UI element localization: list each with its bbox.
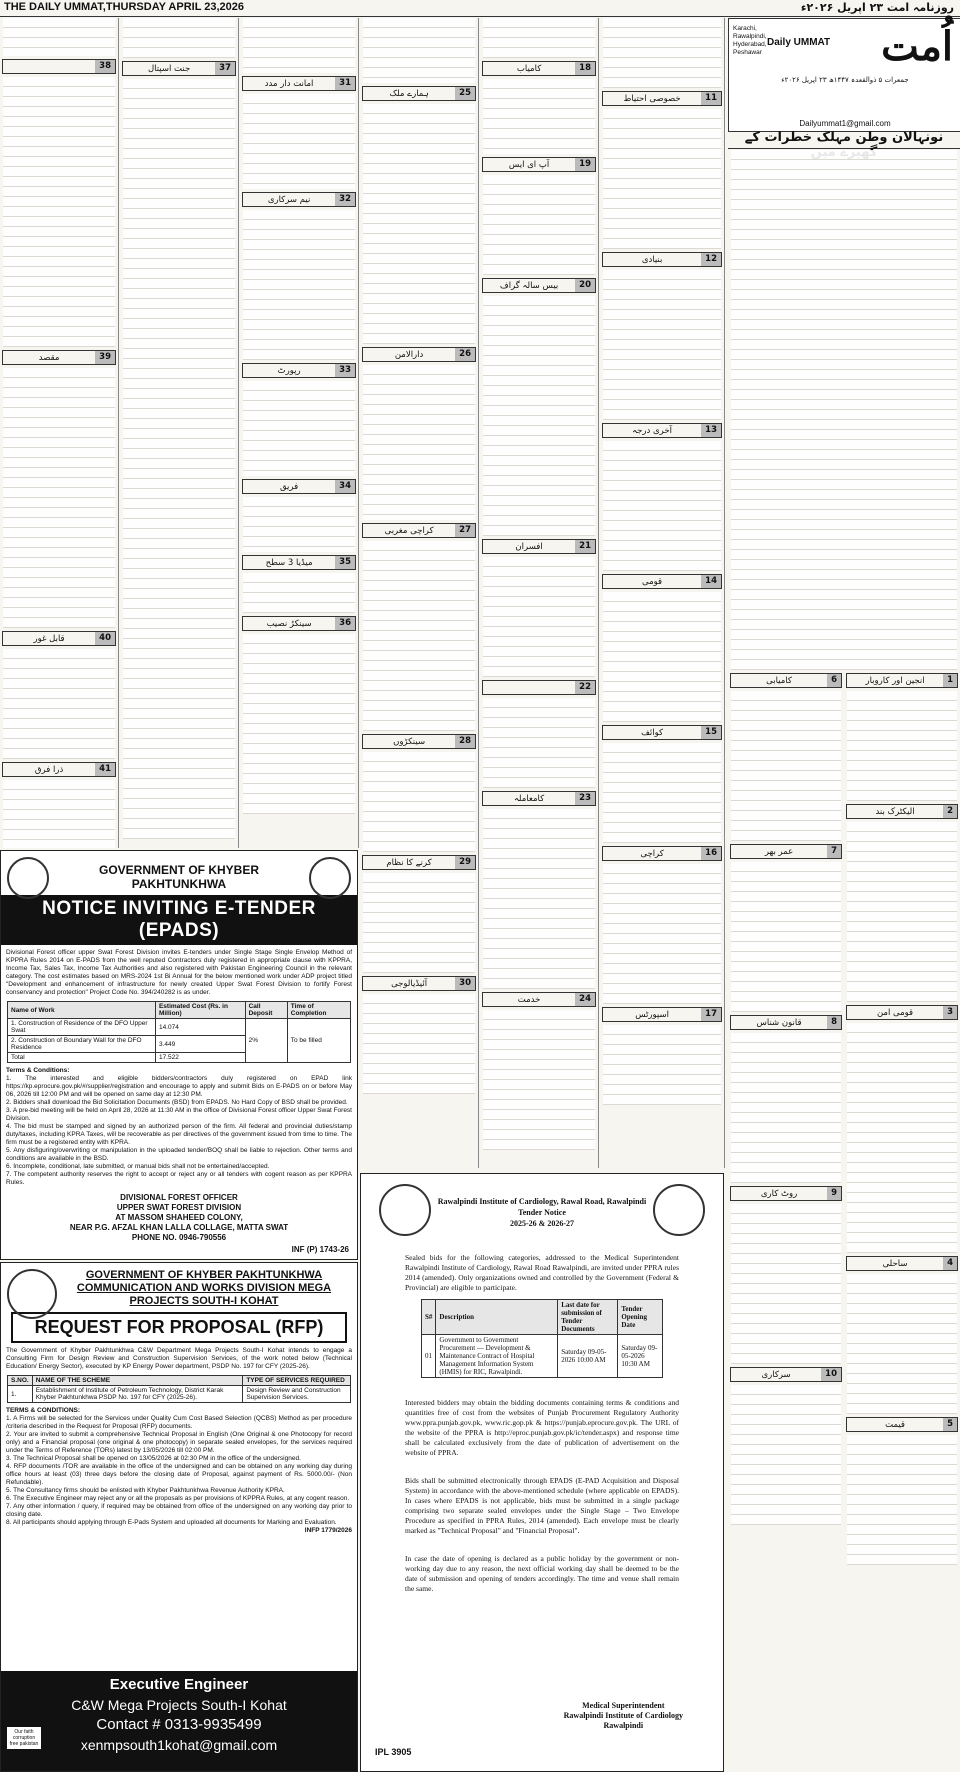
text-field: 1. bbox=[8, 1386, 33, 1403]
text-field: مقصد bbox=[38, 352, 60, 363]
column-text bbox=[360, 18, 478, 83]
ad-ric-tender bbox=[360, 1173, 724, 1772]
column-text bbox=[480, 698, 598, 788]
text-field: To be filled bbox=[287, 1019, 350, 1063]
ad-forest-etender bbox=[0, 850, 358, 1260]
column-text bbox=[0, 18, 118, 56]
column-text bbox=[480, 809, 598, 989]
section-heading bbox=[362, 347, 476, 362]
column-text bbox=[480, 1010, 598, 1150]
text-field: 20 bbox=[575, 279, 595, 292]
ummat-logo: اُمت bbox=[881, 23, 953, 70]
column-text bbox=[240, 381, 358, 476]
text-field: 6. Incomplete, conditional, late submitted, or manual bids shall not be entertained/accepted. bbox=[6, 1163, 270, 1170]
table-row bbox=[8, 1019, 351, 1036]
column-text bbox=[240, 634, 358, 814]
column-text bbox=[360, 104, 478, 344]
table-row bbox=[422, 1335, 663, 1378]
column-6 bbox=[600, 18, 725, 1168]
terms-title: Terms & Conditions: bbox=[6, 1067, 70, 1074]
ric-para-3: Bids shall be submitted electronically through EPADS (E-PAD Acquisition and Disposal System) in accordance with the above-mentioned schedule (where applicable on EPADS). In cases where EPADS is not applicable, bids must be submitted in a single package comprising two separate sealed envelopes under the Single Stage – Two Envelope Procedure as specified in PPRA Rules, 2014 (amended). Each envelope must be clearly marked as "Technical Proposal" and "Financial Proposal". bbox=[405, 1476, 679, 1535]
section-heading bbox=[362, 523, 476, 538]
column-2 bbox=[120, 18, 239, 848]
column-text bbox=[240, 573, 358, 613]
text-field: کوائف bbox=[641, 727, 664, 738]
dfo-signature-block bbox=[1, 1193, 357, 1243]
column-text bbox=[600, 743, 724, 843]
column-text bbox=[728, 1033, 844, 1183]
column-5 bbox=[480, 18, 599, 1168]
text-field: 12 bbox=[701, 253, 721, 266]
column-text bbox=[240, 210, 358, 360]
text-field: 3. A pre-bid meeting will be held on April 28, 2026 at 11:30 AM in the office of Divisional Forest officer Upper Swat Forest Division. bbox=[6, 1107, 352, 1122]
text-field: انجین اور کاروبار bbox=[865, 675, 925, 686]
section-heading bbox=[2, 350, 116, 365]
text-field: 21 bbox=[575, 540, 595, 553]
text-field: 2% bbox=[245, 1019, 287, 1063]
text-field: 40 bbox=[95, 632, 115, 645]
text-field: 7. Any other information / query, if required may be obtained from office of the undersigned on any working day prior to closing date. bbox=[6, 1503, 352, 1518]
text-field: کامیاب bbox=[516, 63, 542, 74]
text-field: 14 bbox=[701, 575, 721, 588]
text-field: دارالامن bbox=[394, 349, 424, 360]
tender-intro: Divisional Forest officer upper Swat Forest Division invites E-tenders under Single Stage Single Envelop Method of KPPRA Rules 2014 on E-PADS from the well reputed Contractors duly registered in appropriate clause with KPPRA, Income Tax, Sales Tax, Income Tax Authorities and also registered with Pakistan Engineering Council in the relevant category. The cost estimates based on MRS-2024 1st Bi Annual for the below mentioned work under ADP project titled "Development and enhancement of infrastructure for newly created Upper Swat Forest Division to fortify Forest conservancy and protection" Project Code No. 394/240282 is as under. bbox=[6, 949, 352, 996]
issue-info: جمعرات ۵ ذوالقعدہ ۱۴۴۷ھ ۲۳ اپریل ۲۰۲۶ء bbox=[781, 76, 909, 84]
text-field: 27 bbox=[455, 524, 475, 537]
text-field: کامیابی bbox=[766, 675, 792, 686]
text-field: Last date for submission of Tender Documents bbox=[558, 1300, 618, 1335]
text-field: 22 bbox=[575, 681, 595, 694]
section-heading bbox=[846, 1417, 958, 1432]
text-field: Rawalpindi Institute of Cardiology, Rawal Road, Rawalpindi bbox=[437, 1197, 647, 1206]
section-heading bbox=[602, 91, 722, 106]
text-field: قومی bbox=[642, 576, 663, 587]
forest-emblem-icon bbox=[309, 857, 351, 899]
scheme-table bbox=[7, 1375, 351, 1403]
text-field: 2. Your are invited to submit a comprehensive Technical Proposal in English (One Original & one Photocopy for record only) and a Financial proposal (one original & one photocopy) in separate sealed envelopes, for the services required under the Terms of Reference (TORs) latest by 13/05/2026 till 02:00 PM. bbox=[6, 1431, 352, 1454]
text-field: 38 bbox=[95, 60, 115, 73]
section-heading bbox=[242, 192, 356, 207]
text-field: 18 bbox=[575, 62, 595, 75]
english-dateline: THE DAILY UMMAT,THURSDAY APRIL 23,2026 bbox=[4, 1, 245, 13]
section-heading bbox=[482, 278, 596, 293]
text-field: Time of Completion bbox=[287, 1002, 350, 1019]
text-field: روٹ کاری bbox=[760, 1188, 798, 1199]
column-text bbox=[844, 691, 960, 801]
section-heading bbox=[730, 1015, 842, 1030]
terms-list bbox=[1, 1075, 357, 1187]
contact-email[interactable]: Dailyummat1@gmail.com bbox=[799, 119, 891, 128]
text-field: بنیادی bbox=[641, 254, 663, 265]
section-heading bbox=[602, 1007, 722, 1022]
text-field: سینکڑوں bbox=[393, 736, 426, 747]
text-field: الیکٹرک بند bbox=[875, 806, 915, 817]
text-field: 11 bbox=[701, 92, 721, 105]
text-field: 8 bbox=[827, 1016, 841, 1029]
text-field: 2025-26 & 2026-27 bbox=[510, 1219, 574, 1228]
text-field: Name of Work bbox=[8, 1002, 156, 1019]
text-field: 2 bbox=[943, 805, 957, 818]
text-field: قانون شناس bbox=[756, 1017, 802, 1028]
section-heading bbox=[242, 479, 356, 494]
column-4 bbox=[360, 18, 479, 1168]
english-name: Daily UMMAT bbox=[767, 37, 831, 48]
column-text bbox=[600, 270, 724, 420]
text-field: S# bbox=[422, 1300, 436, 1335]
text-field: 5 bbox=[943, 1418, 957, 1431]
section-heading bbox=[242, 76, 356, 91]
text-field: GOVERNMENT OF KHYBER PAKHTUNKHWA bbox=[85, 1269, 323, 1281]
section-heading bbox=[730, 673, 842, 688]
column-text bbox=[728, 691, 844, 841]
text-field: عمر بھر bbox=[764, 846, 794, 857]
column-text bbox=[600, 441, 724, 571]
text-field: Call Deposit bbox=[245, 1002, 287, 1019]
section-heading bbox=[122, 61, 236, 76]
section-heading bbox=[602, 846, 722, 861]
section-heading bbox=[362, 855, 476, 870]
text-field: S.NO. bbox=[8, 1376, 33, 1386]
section-heading bbox=[2, 59, 116, 74]
text-field: Tender Notice bbox=[518, 1208, 566, 1217]
text-field: 23 bbox=[575, 792, 595, 805]
lead-story-text bbox=[728, 150, 960, 670]
column-text bbox=[600, 864, 724, 1004]
text-field: 13 bbox=[701, 424, 721, 437]
text-field: Establishment of Institute of Petroleum Technology, District Karak Khyber Pakhtunkhwa PSDP No. 197 for CFY (2025-26). bbox=[32, 1386, 243, 1403]
urdu-dateline: روزنامہ امت ۲۳ اپریل ۲۰۲۶ء bbox=[800, 1, 954, 14]
text-field: Rawalpindi Institute of Cardiology bbox=[563, 1711, 683, 1720]
text-field: 1. A Firms will be selected for the Services under Quality Cum Cost Based Selection (QCBS) Method as per procedure /criteria described in the Request for Proposal (RFP) documents. bbox=[6, 1415, 352, 1430]
section-heading bbox=[730, 1367, 842, 1382]
rfp-intro: The Government of Khyber Pakhtunkhwa C&W Department Mega Projects South-I Kohat intends to engage a Consulting Firm for Design Review and Construction Supervision Services, of the work noted below (Technical Education/ Energy Sector), executed by KP Energy Power department, PSDP No. 197 for CFY (2025-26). bbox=[6, 1347, 352, 1370]
section-heading bbox=[242, 555, 356, 570]
text-field: 19 bbox=[575, 158, 595, 171]
text-field: 24 bbox=[575, 993, 595, 1006]
column-text bbox=[480, 175, 598, 275]
text-field: 15 bbox=[701, 726, 721, 739]
text-field: AT MASSOM SHAHEED COLONY, bbox=[115, 1213, 243, 1222]
section-heading bbox=[362, 86, 476, 101]
section-heading bbox=[482, 791, 596, 806]
section-heading bbox=[242, 616, 356, 631]
exec-title: Executive Engineer bbox=[109, 1676, 249, 1693]
column-text bbox=[600, 18, 724, 88]
column-text bbox=[480, 557, 598, 677]
section-heading bbox=[846, 1256, 958, 1271]
section-heading bbox=[602, 574, 722, 589]
rfp-banner: REQUEST FOR PROPOSAL (RFP) bbox=[11, 1312, 347, 1343]
text-field: کرنے کا نظام bbox=[386, 858, 432, 868]
text-field: Rawalpindi bbox=[603, 1721, 644, 1730]
text-field: 1. The interested and eligible bidders/contractors duly registered on EPAD link https://kp.eprocure.gov.pk/#/supplier/registration and encourage to apply and submit Bids on E-PADS on or before May 06, 2026 till 12:00 PM and will be opened on same day at 12:30 PM. bbox=[6, 1075, 352, 1098]
section-heading bbox=[362, 976, 476, 991]
text-field: 26 bbox=[455, 348, 475, 361]
text-field: خدمت bbox=[517, 994, 541, 1005]
text-field: نیم سرکاری bbox=[267, 194, 311, 205]
section-heading bbox=[482, 539, 596, 554]
column-7 bbox=[728, 150, 960, 1770]
section-heading bbox=[846, 673, 958, 688]
section-heading bbox=[846, 1005, 958, 1020]
column-text bbox=[728, 862, 844, 1012]
section-heading bbox=[242, 363, 356, 378]
ric-signature bbox=[564, 1701, 683, 1731]
rfp-terms-list bbox=[1, 1415, 357, 1527]
text-field: Design Review and Construction Supervision Services. bbox=[243, 1386, 351, 1403]
top-strip bbox=[0, 0, 960, 17]
text-field: COMMUNICATION AND WORKS DIVISION MEGA bbox=[76, 1282, 332, 1294]
text-field: 10 bbox=[821, 1368, 841, 1381]
column-text bbox=[480, 79, 598, 154]
exec-contact: Contact # 0313-9935499 bbox=[96, 1716, 262, 1733]
text-field: 17 bbox=[701, 1008, 721, 1021]
section-heading bbox=[482, 157, 596, 172]
section-heading bbox=[362, 734, 476, 749]
section-heading bbox=[730, 844, 842, 859]
ad-cw-rfp bbox=[0, 1262, 358, 1772]
section-heading bbox=[602, 423, 722, 438]
text-field: سرکاری bbox=[761, 1369, 791, 1380]
text-field: 1. Construction of Residence of the DFO Upper Swat bbox=[8, 1019, 156, 1036]
text-field: امانت دار مدد bbox=[264, 78, 314, 89]
column-text bbox=[844, 1274, 960, 1414]
text-field: قیمت bbox=[885, 1419, 905, 1430]
text-field: PAKHTUNKHWA bbox=[131, 877, 227, 891]
column-text bbox=[600, 1025, 724, 1105]
text-field: خصوصی احتیاط bbox=[623, 93, 681, 104]
column-text bbox=[600, 592, 724, 722]
column-text bbox=[360, 541, 478, 731]
column-text bbox=[0, 77, 118, 347]
text-field: NEAR P.G. AFZAL KHAN LALLA COLLAGE, MATTA SWAT bbox=[69, 1223, 289, 1232]
text-field: Tender Opening Date bbox=[618, 1300, 663, 1335]
text-field: 4 bbox=[943, 1257, 957, 1270]
section-heading bbox=[482, 680, 596, 695]
section-heading bbox=[2, 631, 116, 646]
section-heading bbox=[482, 61, 596, 76]
text-field: 6. The Executive Engineer may reject any or all the proposals as per provisions of KPPRA Rules, at any cogent reason. bbox=[6, 1495, 350, 1502]
text-field: رپورٹ bbox=[277, 365, 301, 376]
text-field: 5. The Consultancy firms should be enlisted with Khyber Pakhtunkhwa Revenue Authority KPRA. bbox=[6, 1487, 285, 1494]
masthead bbox=[728, 18, 960, 132]
text-field: 7 bbox=[827, 845, 841, 858]
text-field: آخری درجہ bbox=[632, 426, 672, 436]
ric-emblem-icon bbox=[653, 1184, 705, 1236]
text-field: 29 bbox=[455, 856, 475, 869]
column-text bbox=[844, 1023, 960, 1253]
text-field: افسران bbox=[515, 541, 543, 552]
text-field: 8. All participants should applying through E-Pads System and uploaded all documents for Marking and Evaluation. bbox=[6, 1519, 337, 1526]
text-field: 9 bbox=[827, 1187, 841, 1200]
text-field: 39 bbox=[95, 351, 115, 364]
text-field: کراچی مغربی bbox=[384, 525, 434, 536]
section-heading bbox=[602, 252, 722, 267]
column-3 bbox=[240, 18, 359, 848]
text-field: 28 bbox=[455, 735, 475, 748]
text-field: کامعاملہ bbox=[513, 794, 545, 804]
text-field: 37 bbox=[215, 62, 235, 75]
text-field: Medical Superintendent bbox=[582, 1701, 665, 1710]
anti-corruption-badge: Our faith corruption free pakistan bbox=[7, 1727, 41, 1749]
column-text bbox=[600, 109, 724, 249]
text-field: Karachi, bbox=[733, 25, 757, 32]
works-table bbox=[7, 1001, 351, 1063]
table-row bbox=[8, 1386, 351, 1403]
text-field: 2. Bidders shall download the Bid Solicitation Documents (BSD) from EPADS. No Hard Copy of BSD shall be provided. bbox=[6, 1099, 348, 1106]
text-field: اسپورٹس bbox=[635, 1009, 669, 1020]
column-text bbox=[728, 1385, 844, 1525]
rfp-terms-title: TERMS & CONDITIONS: bbox=[6, 1407, 81, 1414]
city-list bbox=[733, 25, 767, 57]
column-text bbox=[480, 296, 598, 536]
text-field: سینکڑ نصیب bbox=[266, 618, 312, 629]
ad-code: IPL 3905 bbox=[375, 1747, 412, 1757]
column-text bbox=[0, 780, 118, 848]
text-field: 2. Construction of Boundary Wall for the DFO Residence bbox=[8, 1036, 156, 1053]
column-text bbox=[844, 822, 960, 1002]
text-field: 32 bbox=[335, 193, 355, 206]
text-field: بیس سالہ گراف bbox=[499, 281, 559, 291]
text-field: 5. Any disfiguring/overwriting or manipulation in the uploaded tender/BOQ shall be liable to rejection. Other terms and conditions are available in the BSD. bbox=[6, 1147, 352, 1162]
kp-emblem-icon bbox=[7, 1269, 57, 1319]
text-field: Estimated Cost (Rs. in Million) bbox=[155, 1002, 245, 1019]
text-field: GOVERNMENT OF KHYBER bbox=[98, 863, 259, 877]
text-field: 17.522 bbox=[155, 1053, 245, 1063]
lead-headline: نونہالان وطن مہلک خطرات کے bbox=[728, 130, 960, 149]
text-field: Total bbox=[8, 1053, 156, 1063]
text-field: Saturday 09-05-2026 10:30 AM bbox=[618, 1335, 663, 1378]
column-text bbox=[844, 1435, 960, 1565]
text-field: آئیڈیالوجی bbox=[391, 978, 428, 989]
column-text bbox=[480, 18, 598, 58]
section-heading bbox=[482, 992, 596, 1007]
ad-code: INF (P) 1743-26 bbox=[291, 1245, 349, 1254]
text-field: 30 bbox=[455, 977, 475, 990]
text-field: Peshawar bbox=[733, 49, 762, 56]
tender-banner: NOTICE INVITING E-TENDER (EPADS) bbox=[1, 895, 357, 945]
section-heading bbox=[846, 804, 958, 819]
text-field: ہمارے ملک bbox=[389, 89, 429, 99]
exec-office: C&W Mega Projects South-I Kohat bbox=[71, 1697, 287, 1713]
column-text bbox=[240, 94, 358, 189]
text-field: Hyderabad, bbox=[733, 41, 767, 48]
ad-gov-title bbox=[1, 863, 357, 891]
text-field: 3 bbox=[943, 1006, 957, 1019]
punjab-emblem-icon bbox=[379, 1184, 431, 1236]
text-field: 4. The bid must be stamped and signed by an authorized person of the firm. All federal and provincial duties/stamp duty/taxes, including KPRA Taxes, will be recoverable as per directives of the government issued from time to time. The firm must be a registered entity with KPRA. bbox=[6, 1123, 352, 1146]
column-text bbox=[120, 79, 238, 839]
text-field: Government to Government Procurement — Development & Maintenance Contract of Hospital Management Information System (HMIS) for RIC, Rawalpindi. bbox=[436, 1335, 558, 1378]
text-field: میڈیا 3 سطح bbox=[265, 557, 313, 568]
text-field: 34 bbox=[335, 480, 355, 493]
text-field: 1 bbox=[943, 674, 957, 687]
text-field: 4. RFP documents /TOR are available in the office of the undersigned and can be obtained on any working day during office hours at least (03) three days before the closing date of Proposal, against payment of Rs. 5000.00/- (Non Refundable). bbox=[6, 1463, 352, 1486]
section-heading bbox=[730, 1186, 842, 1201]
text-field: Saturday 09-05-2026 10:00 AM bbox=[558, 1335, 618, 1378]
text-field: 31 bbox=[335, 77, 355, 90]
text-field: TYPE OF SERVICES REQUIRED bbox=[243, 1376, 351, 1386]
text-field: UPPER SWAT FOREST DIVISION bbox=[116, 1203, 242, 1212]
text-field: کراچی bbox=[640, 848, 664, 859]
text-field: قومی امن bbox=[876, 1007, 914, 1018]
text-field: قابل غور bbox=[33, 633, 65, 644]
text-field: 6 bbox=[827, 674, 841, 687]
ric-para-1: Sealed bids for the following categories, addressed to the Medical Superintendent Rawalpindi Institute of Cardiology, Rawal Road Rawalpindi, are invited under PPRA rules 2014 (amended). Only organizations owned and controlled by the Government (Federal & Provincial) are eligible to participate. bbox=[405, 1253, 679, 1292]
text-field: 36 bbox=[335, 617, 355, 630]
ric-tender-table bbox=[421, 1299, 663, 1378]
text-field: 3. The Technical Proposal shall be opened on 13/05/2026 at 02:30 PM in the office of the undersigned. bbox=[6, 1455, 301, 1462]
text-field: PHONE NO. 0946-790556 bbox=[131, 1233, 227, 1242]
column-text bbox=[360, 752, 478, 852]
text-field: DIVISIONAL FOREST OFFICER bbox=[120, 1193, 238, 1202]
exec-email: xenmpsouth1kohat@gmail.com bbox=[80, 1737, 278, 1753]
column-text bbox=[360, 365, 478, 520]
column-text bbox=[360, 994, 478, 1094]
executive-engineer-block bbox=[1, 1671, 357, 1771]
text-field: 33 bbox=[335, 364, 355, 377]
kp-emblem-icon bbox=[7, 857, 49, 899]
ric-para-4: In case the date of opening is declared as a public holiday by the government or non-working day due to any reason, the next official working day shall be deemed to be the date of submission and opening of tenders accordingly. The time and venue shall remain the same. bbox=[405, 1554, 679, 1593]
text-field: ذرا فرق bbox=[34, 764, 64, 775]
section-heading bbox=[602, 725, 722, 740]
column-text bbox=[240, 18, 358, 73]
ric-para-2: Interested bidders may obtain the bidding documents containing terms & conditions and quantities free of cost from the websites of Punjab Procurement Regulatory Authority www.ppra.punjab.gov.pk, www.ric.gop.pk & https://punjab.eprocure.gov.pk. The URL of the website of the PPRA is http://eproc.punjab.gov.pk/ic/tender.aspx) and response time shall be calculated exclusively from the date of publication of advertisement on the website of PPRA. bbox=[405, 1398, 679, 1457]
text-field: 35 bbox=[335, 556, 355, 569]
text-field: Description bbox=[436, 1300, 558, 1335]
text-field: 41 bbox=[95, 763, 115, 776]
ad-code: INFP 1779/2026 bbox=[304, 1527, 352, 1534]
text-field: NAME OF THE SCHEME bbox=[32, 1376, 243, 1386]
text-field: Rawalpindi, bbox=[733, 33, 767, 40]
text-field: جنت اسپتال bbox=[147, 63, 191, 74]
text-field: 3.449 bbox=[155, 1036, 245, 1053]
column-text bbox=[0, 649, 118, 759]
text-field: 7. The competent authority reserves the right to accept or reject any or all tenders with cogent reason as per KPPRA Rules. bbox=[6, 1171, 352, 1186]
column-text bbox=[120, 18, 238, 58]
column-1 bbox=[0, 18, 119, 848]
text-field: فریق bbox=[279, 481, 299, 492]
column-text bbox=[0, 368, 118, 628]
column-text bbox=[240, 497, 358, 552]
text-field: 01 bbox=[422, 1335, 436, 1378]
text-field: 16 bbox=[701, 847, 721, 860]
column-text bbox=[728, 1204, 844, 1364]
text-field: PROJECTS SOUTH-I KOHAT bbox=[129, 1295, 279, 1307]
text-field: ساحلی bbox=[882, 1258, 908, 1269]
text-field: آپ ای ایس bbox=[508, 159, 550, 170]
section-heading bbox=[2, 762, 116, 777]
text-field: 14.074 bbox=[155, 1019, 245, 1036]
text-field: 25 bbox=[455, 87, 475, 100]
column-text bbox=[360, 873, 478, 973]
